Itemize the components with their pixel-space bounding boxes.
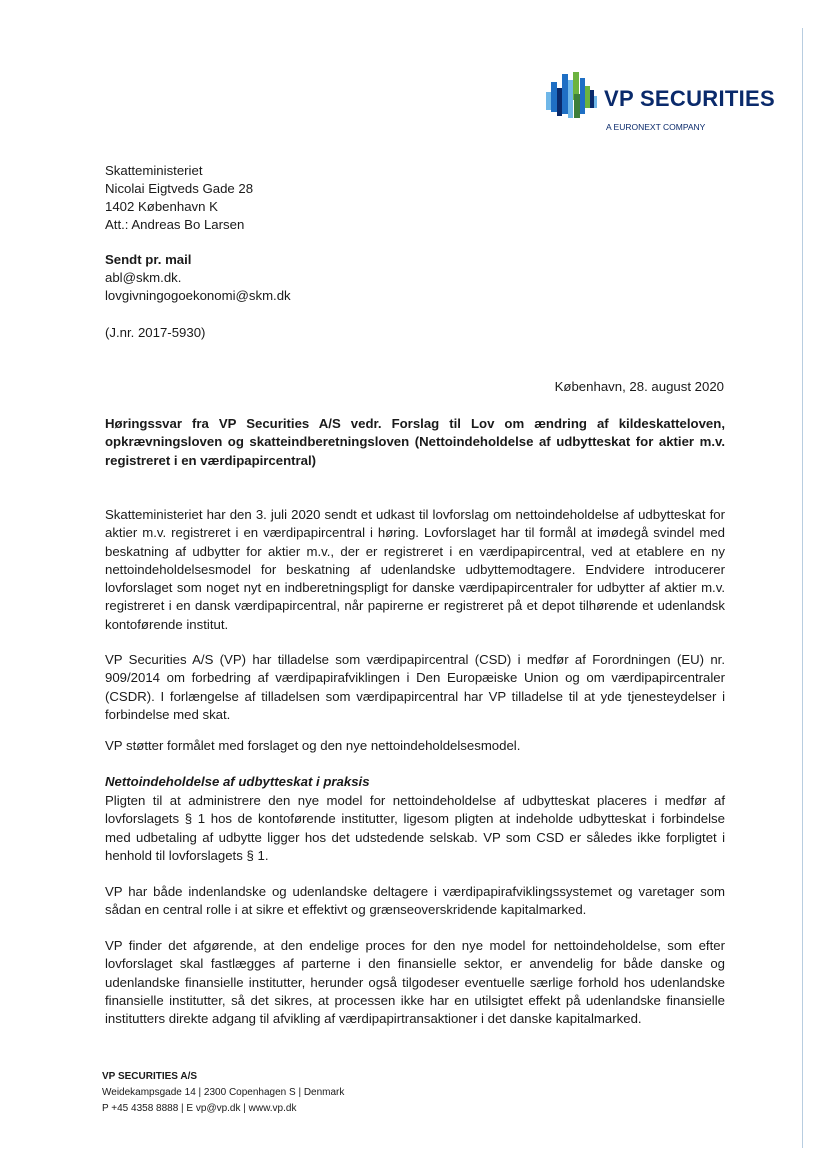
logo-wordmark: VP SECURITIES	[604, 86, 775, 111]
recipient-name: Skatteministeriet	[105, 163, 203, 178]
email-address-2[interactable]: lovgivningogoekonomi@skm.dk	[105, 288, 291, 303]
journal-number-text: (J.nr. 2017-5930)	[105, 325, 206, 340]
recipient-address	[105, 162, 253, 234]
journal-number	[105, 324, 205, 342]
vp-securities-logo	[544, 70, 774, 136]
recipient-attention: Att.: Andreas Bo Larsen	[105, 217, 245, 232]
section-heading: Nettoindeholdelse af udbytteskat i praksis	[105, 774, 370, 789]
section-paragraph-2: VP har både indenlandske og udenlandske deltagere i værdipapirafviklingssystemet og varetager som sådan en central rolle i at sikre et effektivt og grænseoverskridende kapitalmarked.	[105, 884, 725, 918]
footer-contact: P +45 4358 8888 | E vp@vp.dk | www.vp.dk	[102, 1103, 297, 1114]
recipient-street: Nicolai Eigtveds Gade 28	[105, 181, 254, 196]
sent-by-label: Sendt pr. mail	[105, 252, 192, 267]
section-paragraph-1: Pligten til at administrere den nye model for nettoindeholdelse af udbytteskat placeres i medfør af lovforslagets § 1 hos de kontoførende institutter, ligesom pligten at indeholde udbytteskat i forbindelse med udbetaling af udbytte ligger hos det udstedende selskab. VP som CSD er således ikke forpligtet i henhold til lovforslagets § 1.	[105, 793, 725, 863]
logo-tagline: A EURONEXT COMPANY	[606, 122, 706, 132]
page-edge-line	[802, 28, 803, 1148]
email-address-1[interactable]: abl@skm.dk.	[105, 270, 182, 285]
body-paragraph-3: VP støtter formålet med forslaget og den nye nettoindeholdelsesmodel.	[105, 738, 521, 753]
body-paragraph-1: Skatteministeriet har den 3. juli 2020 sendt et udkast til lovforslag om nettoindeholdelse af udbytteskat for aktier m.v. registreret i en værdipapircentral i høring. Lovforslaget har til formål at imødegå svindel med beskatning af udbytter for aktier m.v., der er registreret i en værdipapircentral, ved at etablere en ny nettoindeholdelsesmodel for beskatning af udenlandske udbyttemodtagere. Endvidere introducerer lovforslaget som noget nyt en indberetningspligt for danske værdipapircentraler for udbytter af aktier m.v. registreret i en dansk værdipapircentral, når papirerne er registreret på et depot tilhørende et udenlandsk kontoførende institut.	[105, 507, 725, 632]
footer-address: Weidekampsgade 14 | 2300 Copenhagen S | Denmark	[102, 1087, 345, 1098]
section-paragraph-3: VP finder det afgørende, at den endelige proces for den nye model for nettoindeholdelse, som efter lovforslaget skal fastlægges af parterne i den finansielle sektor, er anvendelig for både danske og udenlandske finansielle institutter, herunder også tilgodeser eventuelle særlige forhold hos udenlandske finansielle institutter, så det sikres, at processen ikke har en utilsigtet effekt på udenlandske finansielle institutters direkte adgang til afvikling af værdipapirtransaktioner i det danske kapitalmarked.	[105, 938, 725, 1027]
body-paragraph-2: VP Securities A/S (VP) har tilladelse som værdipapircentral (CSD) i medfør af Forordningen (EU) nr. 909/2014 om forbedring af værdipapirafviklingen i Den Europæiske Union og om værdipapircentraler (CSDR). I forlængelse af tilladelsen som værdipapircentral har VP tilladelse til at yde tjenesteydelser i forbindelse med skat.	[105, 652, 725, 722]
letter-date: København, 28. august 2020	[554, 379, 724, 394]
recipient-city: 1402 København K	[105, 199, 218, 214]
letter-footer	[102, 1069, 344, 1117]
letter-subject: Høringssvar fra VP Securities A/S vedr. Forslag til Lov om ændring af kildeskatteloven, opkrævningsloven og skatteindberetningsloven (Nettoindeholdelse af udbytteskat for aktier m.v. registreret i en værdipapircentral)	[105, 416, 725, 468]
sent-by-mail	[105, 251, 291, 305]
vp-logo-mark-icon	[544, 70, 600, 124]
footer-company: VP SECURITIES A/S	[102, 1071, 198, 1082]
